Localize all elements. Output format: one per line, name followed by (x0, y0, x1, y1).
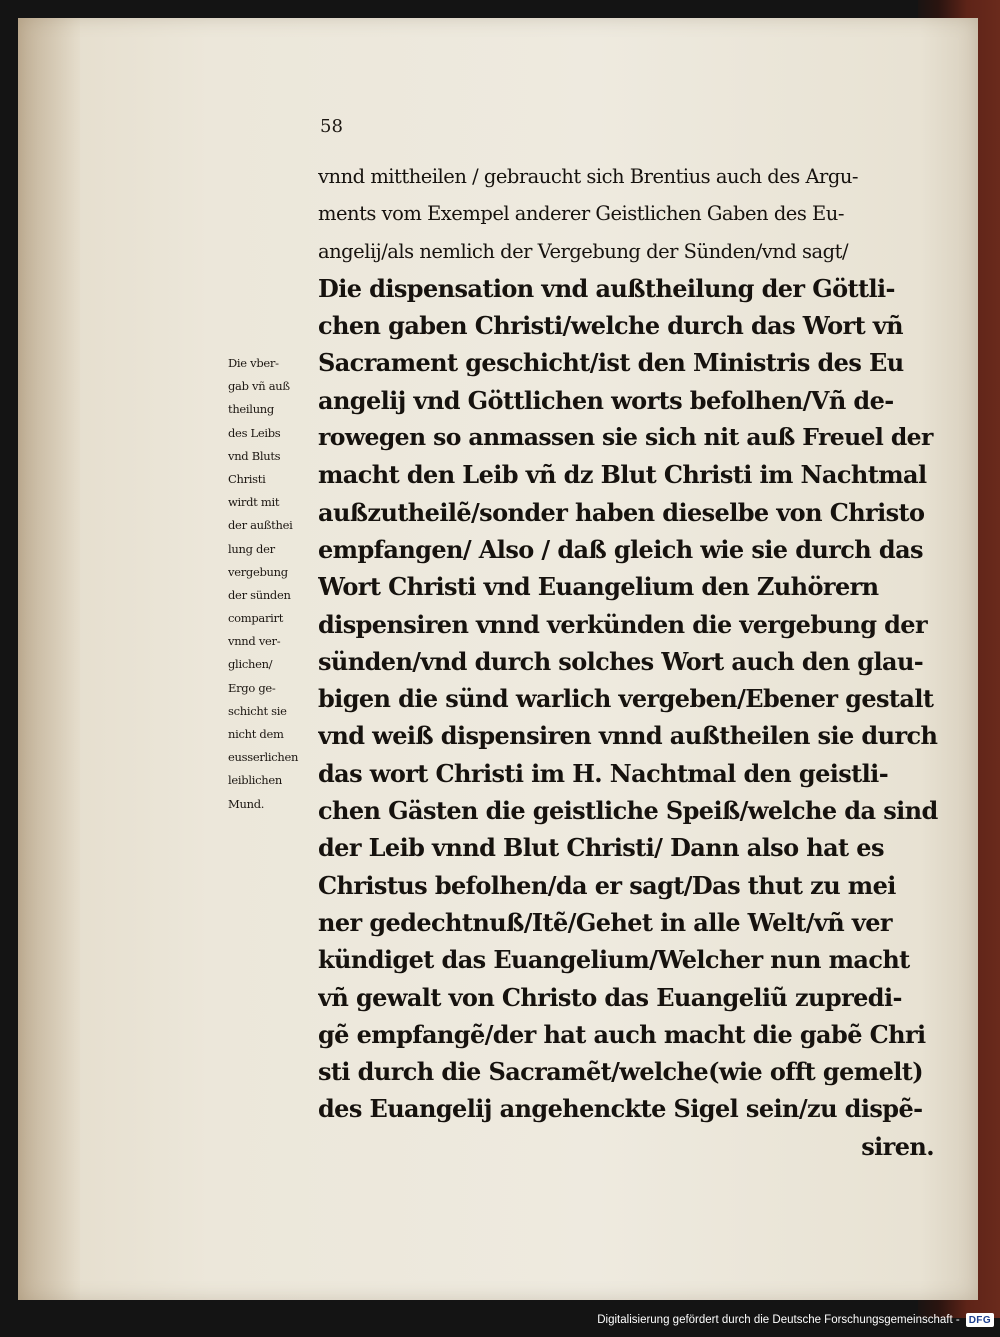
text-line: angelij vnd Göttlichen worts befolhen/Vñ de- (318, 385, 894, 415)
margin-note-line: Ergo ge- (228, 680, 276, 695)
text-line: empfangen/ Also / daß gleich wie sie durch das (318, 534, 923, 564)
margin-note-line: Die vber- (228, 356, 279, 370)
text-line: Christus befolhen/da er sagt/Das thut zu mei (318, 870, 896, 900)
margin-note-line: vergebung (228, 564, 288, 579)
margin-note-line: nicht dem (228, 727, 284, 741)
text-line: Wort Christi vnd Euangelium den Zuhörern (318, 572, 879, 602)
footer-credit (597, 1307, 994, 1333)
margin-note-line: eusserlichen (228, 750, 299, 765)
text-line: vnd weiß dispensiren vnnd außtheilen sie durch (318, 721, 938, 751)
margin-note-line: der außthei (228, 518, 293, 533)
dfg-logo (966, 1313, 994, 1327)
text-line: des Euangelij angehenckte Sigel sein/zu dispẽ- (318, 1094, 923, 1124)
text-line: chen gaben Christi/welche durch das Wort vñ (318, 311, 904, 341)
text-line: angelij/als nemlich der Vergebung der Sünden/vnd sagt/ (318, 239, 849, 263)
text-line: ner gedechtnuß/Itẽ/Gehet in alle Welt/vñ ver (318, 907, 892, 937)
margin-note-line: gab vñ auß (228, 379, 290, 394)
text-line: bigen die sünd warlich vergeben/Ebener gestalt (318, 684, 934, 714)
margin-note-line: Mund. (228, 796, 265, 811)
text-line: sti durch die Sacramẽt/welche(wie offt gemelt) (318, 1057, 924, 1087)
margin-note-line: leiblichen (228, 773, 282, 788)
text-line: sünden/vnd durch solches Wort auch den glau- (318, 646, 924, 676)
margin-note-line: lung der (228, 541, 275, 556)
text-line: der Leib vnnd Blut Christi/ Dann also hat es (318, 833, 884, 863)
margin-note-line: vnd Bluts (228, 448, 281, 463)
margin-note-line: comparirt (228, 611, 284, 626)
margin-note-line: wirdt mit (228, 495, 280, 510)
margin-note-line: glichen/ (228, 657, 273, 672)
text-line: kündiget das Euangelium/Welcher nun macht (318, 945, 910, 975)
margin-note-line: vnnd ver- (228, 634, 281, 649)
text-line: Sacrament geschicht/ist den Ministris des Eu (318, 348, 904, 378)
text-line: dispensiren vnnd verkünden die vergebung der (318, 609, 928, 639)
text-line: vnnd mittheilen / gebraucht sich Brentius auch des Argu- (318, 165, 859, 188)
text-line: vñ gewalt von Christo das Euangeliũ zupredi- (318, 982, 902, 1012)
text-line: Die dispensation vnd außtheilung der Göttli- (318, 273, 895, 303)
margin-note-line: schicht sie (228, 703, 287, 718)
margin-note-line: des Leibs (228, 425, 281, 440)
text-line: macht den Leib vñ dz Blut Christi im Nachtmal (318, 460, 927, 490)
text-line: chen Gästen die geistliche Speiß/welche da sind (318, 796, 938, 826)
text-line: das wort Christi im H. Nachtmal den geistli- (318, 758, 889, 788)
main-text-block (318, 158, 940, 1165)
text-line: gẽ empfangẽ/der hat auch macht die gabẽ Chri (318, 1019, 926, 1049)
page-gutter-shading (18, 18, 80, 1300)
dfg-logo-text: DFG (968, 1314, 991, 1326)
text-line: außzutheilẽ/sonder haben dieselbe von Christo (318, 497, 925, 527)
page-number: 58 (320, 116, 343, 137)
text-line: siren. (861, 1131, 934, 1161)
text-line: rowegen so anmassen sie sich nit auß Freuel der (318, 423, 933, 452)
margin-note-line: der sünden (228, 587, 291, 602)
footer-credit-text: Digitalisierung gefördert durch die Deutsche Forschungsgemeinschaft - (597, 1314, 960, 1326)
margin-note-line: Christi (228, 471, 266, 486)
margin-note (228, 352, 322, 816)
margin-note-line: theilung (228, 402, 274, 417)
text-line: ments vom Exempel anderer Geistlichen Gaben des Eu- (318, 202, 844, 226)
